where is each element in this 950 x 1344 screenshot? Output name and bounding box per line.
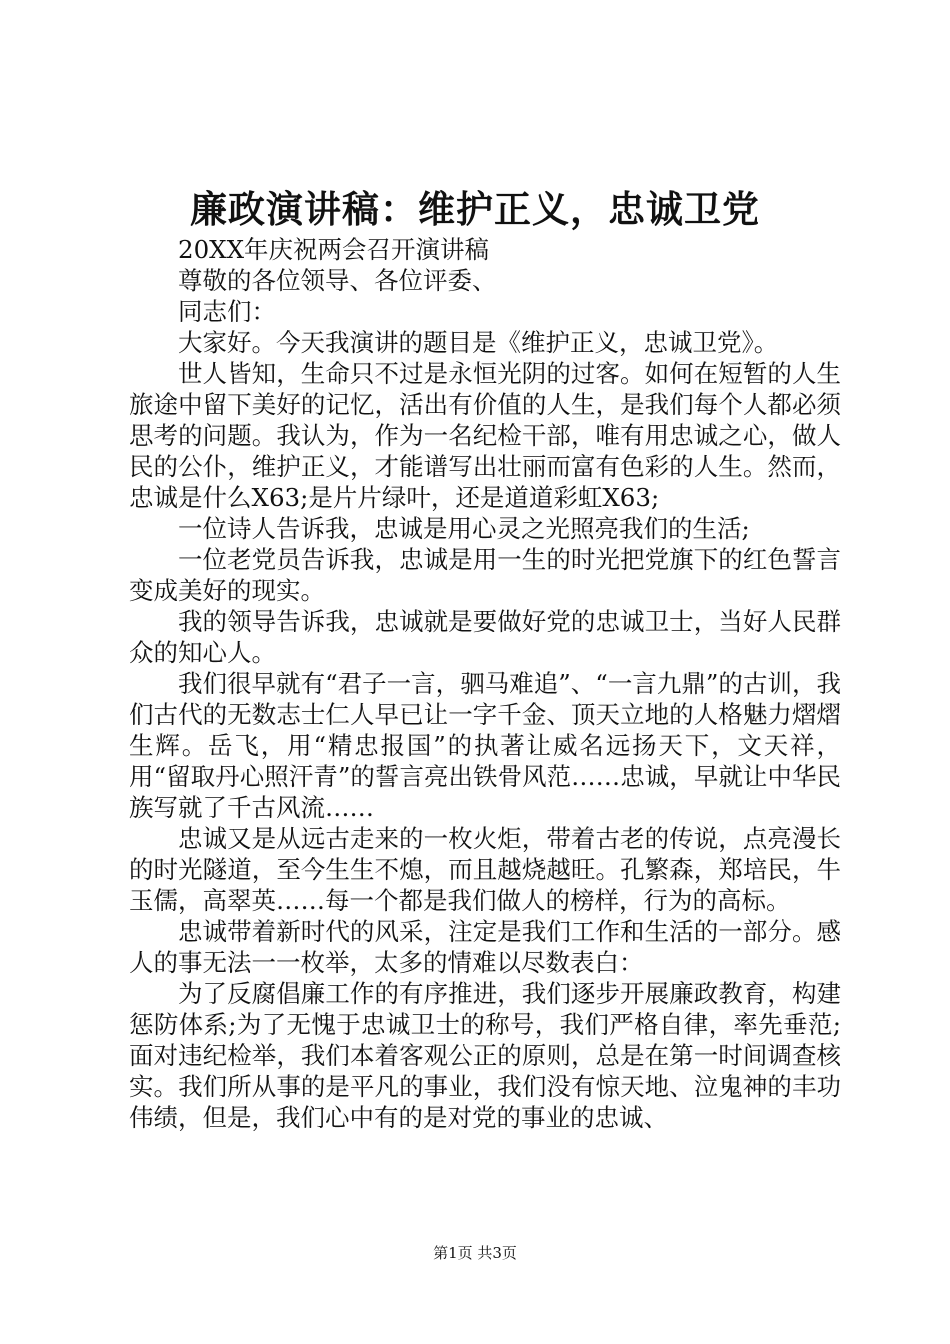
paragraph: 一位诗人告诉我，忠诚是用心灵之光照亮我们的生活; <box>178 514 750 543</box>
paragraph: 尊敬的各位领导、各位评委、 <box>178 266 497 295</box>
paragraph: 世人皆知，生命只不过是永恒光阴的过客。如何在短暂的人生旅途中留下美好的记忆，活出有价值的人生，是我们每个人都必须思考的问题。我认为，作为一名纪检干部，唯有用忠诚之心，做人民的公仆，维护正义，才能谱写出壮丽而富有色彩的人生。然而，忠诚是什么X63;是片片绿叶，还是道道彩虹X63; <box>129 359 841 512</box>
paragraph: 忠诚又是从远古走来的一枚火炬，带着古老的传说，点亮漫长的时光隧道，至今生生不熄，而且越烧越旺。孔繁森，郑培民，牛玉儒，高翠英……每一个都是我们做人的榜样，行为的高标。 <box>129 824 841 915</box>
paragraph: 我们很早就有“君子一言，驷马难追”、“一言九鼎”的古训，我们古代的无数志士仁人早已让一字千金、顶天立地的人格魅力熠熠生辉。岳飞，用“精忠报国”的执著让威名远扬天下，文天祥，用“留取丹心照汗青”的誓言亮出铁骨风范……忠诚，早就让中华民族写就了千古风流…… <box>129 669 841 822</box>
paragraph: 一位老党员告诉我，忠诚是用一生的时光把党旗下的红色誓言变成美好的现实。 <box>129 545 841 605</box>
paragraph: 忠诚带着新时代的风采，注定是我们工作和生活的一部分。感人的事无法一一枚举，太多的情难以尽数表白： <box>129 917 841 977</box>
document-body <box>129 234 841 1133</box>
page-footer: 第1页 共3页 <box>433 1244 517 1262</box>
paragraph: 20XX年庆祝两会召开演讲稿 <box>178 235 490 264</box>
paragraph: 同志们： <box>178 297 276 326</box>
paragraph: 为了反腐倡廉工作的有序推进，我们逐步开展廉政教育，构建惩防体系;为了无愧于忠诚卫士的称号，我们严格自律，率先垂范;面对违纪检举，我们本着客观公正的原则，总是在第一时间调查核实。我们所从事的是平凡的事业，我们没有惊天地、泣鬼神的丰功伟绩，但是，我们心中有的是对党的事业的忠诚、 <box>129 979 841 1132</box>
paragraph: 我的领导告诉我，忠诚就是要做好党的忠诚卫士，当好人民群众的知心人。 <box>129 607 841 667</box>
paragraph: 大家好。今天我演讲的题目是《维护正义，忠诚卫党》。 <box>178 328 779 357</box>
document-title: 廉政演讲稿：维护正义，忠诚卫党 <box>190 187 760 231</box>
